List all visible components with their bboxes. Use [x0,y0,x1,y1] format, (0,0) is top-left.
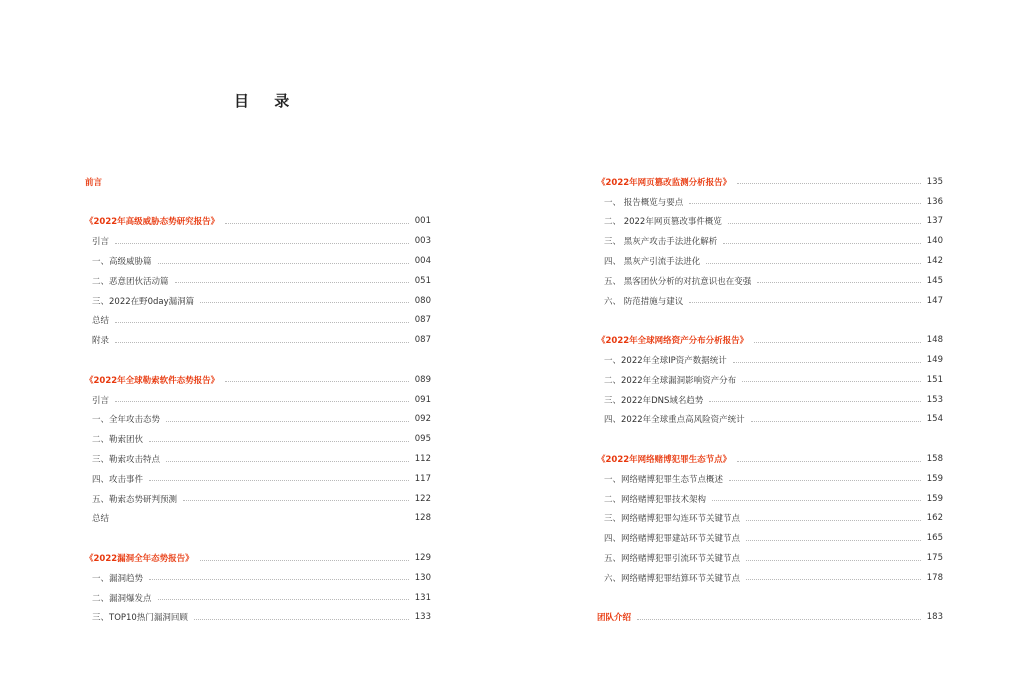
dot-leader [115,243,409,244]
toc-entry-title: 《2022年网络赌博犯罪生态节点》 [597,455,732,466]
dot-leader [637,619,921,620]
toc-section-entry[interactable] [597,449,943,469]
toc-entry-title: 三、 黑灰产攻击手法进化解析 [604,237,718,248]
dot-leader [166,421,409,422]
toc-section-entry[interactable] [85,370,431,390]
dot-leader [723,243,921,244]
toc-entry-title: 四、 黑灰产引流手法进化 [604,257,701,268]
toc-entry-title: 一、 报告概览与要点 [604,197,684,208]
dot-leader [728,223,921,224]
toc-page-number: 089 [414,374,431,385]
dot-leader [706,263,921,264]
toc-right-column [597,172,943,627]
toc-entry-title: 前言 [85,177,103,188]
toc-page-number: 128 [414,513,431,524]
toc-entry-title: 二、勒索团伙 [92,435,144,446]
toc-section-entry[interactable] [597,608,943,628]
toc-entry-title: 引言 [92,237,110,248]
toc-entry[interactable] [597,231,943,251]
toc-page-number: 001 [414,216,431,227]
dot-leader [183,500,409,501]
toc-entry[interactable] [597,509,943,529]
dot-leader [149,579,409,580]
toc-entry[interactable] [85,429,431,449]
toc-entry[interactable] [85,410,431,430]
dot-leader [200,560,409,561]
dot-leader [737,461,921,462]
page-title: 目 录 [234,92,300,110]
toc-section-entry[interactable] [85,548,431,568]
toc-entry-title: 三、网络赌博犯罪勾连环节关键节点 [604,514,741,525]
toc-entry[interactable] [597,350,943,370]
toc-page-number: 004 [414,256,431,267]
toc-entry-title: 一、网络赌博犯罪生态节点概述 [604,474,724,485]
dot-leader [746,540,921,541]
toc-page-number: 175 [926,553,943,564]
dot-leader [166,461,409,462]
toc-entry[interactable] [85,330,431,350]
toc-entry-title: 五、 黑客团伙分析的对抗意识也在变强 [604,276,752,287]
toc-entry-title: 三、2022在野0day漏洞篇 [92,296,195,307]
toc-section-entry[interactable] [597,330,943,350]
dot-leader [200,302,409,303]
toc-left-column [85,172,431,627]
dot-leader [712,500,921,501]
toc-entry-title: 三、勒索攻击特点 [92,455,161,466]
toc-entry[interactable] [85,469,431,489]
toc-entry-title: 总结 [92,316,110,327]
toc-entry-title: 二、2022年全球漏洞影响资产分布 [604,375,737,386]
toc-page-number: 145 [926,275,943,286]
toc-entry-title: 六、网络赌博犯罪结算环节关键节点 [604,573,741,584]
toc-page-number: 091 [414,394,431,405]
dot-leader [709,401,920,402]
toc-page-number: 151 [926,374,943,385]
toc-page-number: 142 [926,256,943,267]
toc-entry[interactable] [597,212,943,232]
toc-page-number: 136 [926,196,943,207]
toc-page-number: 154 [926,414,943,425]
toc-entry[interactable] [85,390,431,410]
toc-section-entry[interactable] [85,212,431,232]
toc-page-number: 087 [414,315,431,326]
toc-page-number: 153 [926,394,943,405]
toc-entry-title: 附录 [92,336,110,347]
toc-page-number: 135 [926,176,943,187]
toc-entry-title: 一、漏洞趋势 [92,573,144,584]
dot-leader [115,401,409,402]
dot-leader [733,362,921,363]
toc-entry-title: 团队介绍 [597,613,632,624]
toc-entry-title: 三、2022年DNS域名趋势 [604,395,704,406]
dot-leader [158,263,409,264]
toc-page-number: 122 [414,493,431,504]
dot-leader [158,599,409,600]
toc-page-number: 137 [926,216,943,227]
toc-page-number: 183 [926,612,943,623]
dot-leader [729,480,921,481]
toc-page-number: 092 [414,414,431,425]
dot-leader [225,381,409,382]
toc-entry[interactable] [597,192,943,212]
toc-entry[interactable] [597,390,943,410]
toc-entry-title: 二、漏洞爆发点 [92,593,152,604]
toc-entry[interactable] [597,271,943,291]
toc-page-number: 003 [414,236,431,247]
toc-entry-title: 一、高级威胁篇 [92,257,152,268]
toc-entry-title: 《2022年高级威胁态势研究报告》 [85,217,220,228]
dot-leader [689,203,921,204]
toc-entry[interactable] [597,528,943,548]
toc-entry[interactable] [597,469,943,489]
toc-entry-title: 二、 2022年网页篡改事件概览 [604,217,722,228]
toc-entry-title: 一、全年攻击态势 [92,415,161,426]
toc-entry[interactable] [597,251,943,271]
toc-entry[interactable] [85,231,431,251]
toc-entry[interactable] [597,568,943,588]
toc-entry[interactable] [85,291,431,311]
toc-page-number: 149 [926,355,943,366]
toc-entry-title: 总结 [92,514,110,525]
dot-leader [746,520,921,521]
toc-entry[interactable] [597,489,943,509]
toc-section-entry[interactable] [597,172,943,192]
toc-page-number: 087 [414,335,431,346]
toc-page-number: 140 [926,236,943,247]
toc-page-number: 131 [414,592,431,603]
toc-entry[interactable] [85,489,431,509]
toc-section-entry[interactable] [85,172,431,192]
toc-page-number: 158 [926,454,943,465]
toc-page-number: 148 [926,335,943,346]
toc-entry[interactable] [85,568,431,588]
dot-leader [746,560,921,561]
dot-leader [737,183,921,184]
toc-page-number: 159 [926,493,943,504]
toc-entry-title: 三、TOP10热门漏洞回顾 [92,613,188,624]
toc-page-number: 159 [926,473,943,484]
dot-leader [194,619,409,620]
toc-entry[interactable] [85,449,431,469]
toc-entry-title: 二、网络赌博犯罪技术架构 [604,494,707,505]
dot-leader [757,282,921,283]
toc-entry[interactable] [597,410,943,430]
dot-leader [225,223,409,224]
toc-page-number: 162 [926,513,943,524]
toc-entry-title: 《2022年网页篡改监测分析报告》 [597,177,732,188]
toc-entry[interactable] [85,509,431,529]
toc-page-number: 051 [414,275,431,286]
toc-page-number: 133 [414,612,431,623]
toc-entry-title: 《2022漏洞全年态势报告》 [85,554,194,565]
toc-entry-title: 五、勒索态势研判预测 [92,494,178,505]
toc-entry-title: 四、网络赌博犯罪建站环节关键节点 [604,534,741,545]
dot-leader [689,302,921,303]
toc-page-number: 080 [414,295,431,306]
dot-leader [149,441,409,442]
toc-entry[interactable] [85,251,431,271]
dot-leader [175,282,409,283]
toc-entry[interactable] [85,608,431,628]
toc-entry-title: 二、恶意团伙活动篇 [92,276,169,287]
toc-page-number: 112 [414,454,431,465]
dot-leader [115,322,409,323]
toc-entry[interactable] [85,271,431,291]
dot-leader [115,342,409,343]
toc-page-number: 178 [926,572,943,583]
dot-leader [751,421,921,422]
toc-entry[interactable] [85,311,431,331]
dot-leader [149,480,409,481]
toc-entry-title: 六、 防范措施与建议 [604,296,684,307]
toc-entry-title: 四、2022年全球重点高风险资产统计 [604,415,745,426]
toc-page-number: 129 [414,553,431,564]
toc-entry[interactable] [597,291,943,311]
toc-page-number: 095 [414,434,431,445]
toc-page-number: 117 [414,473,431,484]
toc-page-number: 165 [926,533,943,544]
toc-entry-title: 五、网络赌博犯罪引流环节关键节点 [604,554,741,565]
toc-entry-title: 四、攻击事件 [92,474,144,485]
toc-entry-title: 引言 [92,395,110,406]
toc-page-number: 147 [926,295,943,306]
toc-entry[interactable] [597,370,943,390]
toc-entry-title: 《2022年全球网络资产分布分析报告》 [597,336,749,347]
dot-leader [742,381,921,382]
toc-entry[interactable] [597,548,943,568]
dot-leader [754,342,921,343]
toc-entry-title: 《2022年全球勒索软件态势报告》 [85,375,220,386]
toc-page-number: 130 [414,572,431,583]
toc-entry-title: 一、2022年全球IP资产数据统计 [604,356,727,367]
dot-leader [746,579,921,580]
toc-entry[interactable] [85,588,431,608]
